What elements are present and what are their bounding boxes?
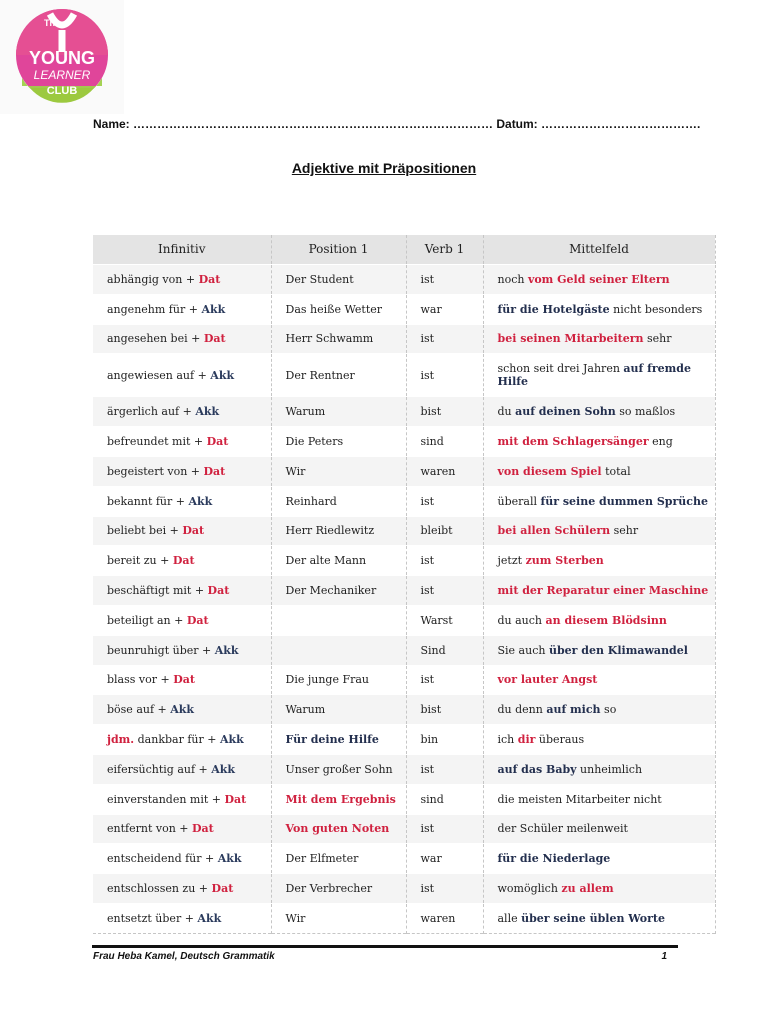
- cell-segment: Der Mechaniker: [285, 584, 377, 598]
- cell-mittelfeld: [483, 754, 715, 784]
- table-row: [93, 456, 715, 486]
- cell-segment: Herr Schwamm: [285, 332, 374, 346]
- cell-segment: Dat: [207, 584, 230, 598]
- cell-segment: für die Niederlage: [497, 852, 611, 866]
- page-title-text: Adjektive mit Präpositionen: [291, 160, 477, 176]
- footer: [93, 951, 673, 962]
- table-row: [93, 265, 715, 295]
- cell-segment: mit der Reparatur einer Maschine: [497, 584, 709, 598]
- cell-position-1: [271, 576, 406, 606]
- cell-segment: du denn: [497, 703, 547, 717]
- table-row: [93, 397, 715, 427]
- cell-position-1: [271, 695, 406, 725]
- page-title: [0, 160, 768, 176]
- cell-segment: Wir: [285, 911, 306, 925]
- cell-infinitiv: [93, 294, 271, 324]
- table-body: [93, 265, 715, 934]
- cell-infinitiv: [93, 605, 271, 635]
- cell-segment: vom Geld seiner Eltern: [527, 272, 670, 286]
- cell-position-1: [271, 354, 406, 397]
- cell-segment: Der Elfmeter: [285, 852, 359, 866]
- table-row: [93, 354, 715, 397]
- cell-infinitiv: [93, 456, 271, 486]
- cell-mittelfeld: [483, 665, 715, 695]
- cell-segment: beliebt bei +: [107, 524, 183, 538]
- cell-segment: angewiesen auf +: [107, 368, 211, 382]
- table-row: [93, 874, 715, 904]
- cell-segment: Akk: [217, 852, 242, 866]
- cell-segment: Akk: [188, 494, 213, 508]
- cell-segment: Akk: [195, 405, 220, 419]
- table-header-row: [93, 235, 715, 265]
- cell-position-1: [271, 516, 406, 546]
- cell-verb-1: ist: [406, 486, 483, 516]
- cell-mittelfeld: [483, 814, 715, 844]
- table-row: [93, 576, 715, 606]
- cell-infinitiv: [93, 516, 271, 546]
- cell-segment: ich: [497, 733, 518, 747]
- cell-mittelfeld: [483, 324, 715, 354]
- table-row: [93, 294, 715, 324]
- cell-segment: über seine üblen Worte: [521, 911, 665, 925]
- cell-segment: Wir: [285, 464, 306, 478]
- table-row: [93, 754, 715, 784]
- table-row: [93, 427, 715, 457]
- cell-segment: Akk: [210, 368, 235, 382]
- cell-segment: bekannt für +: [107, 494, 189, 508]
- cell-segment: Mit dem Ergebnis: [285, 792, 396, 806]
- cell-infinitiv: [93, 695, 271, 725]
- cell-segment: Warum: [285, 703, 326, 717]
- cell-segment: so: [600, 703, 617, 717]
- cell-infinitiv: [93, 354, 271, 397]
- cell-segment: abhängig von +: [107, 272, 199, 286]
- cell-segment: Akk: [214, 643, 239, 657]
- cell-segment: Dat: [198, 272, 221, 286]
- cell-segment: auf mich: [546, 703, 601, 717]
- cell-verb-1: ist: [406, 546, 483, 576]
- cell-position-1: [271, 844, 406, 874]
- cell-segment: vor lauter Angst: [497, 673, 598, 687]
- cell-segment: von diesem Spiel: [497, 464, 602, 478]
- cell-infinitiv: [93, 754, 271, 784]
- cell-mittelfeld: [483, 397, 715, 427]
- logo-learner: LEARNER: [33, 68, 91, 82]
- cell-verb-1: war: [406, 294, 483, 324]
- cell-segment: Herr Riedlewitz: [285, 524, 375, 538]
- cell-segment: Dat: [203, 464, 226, 478]
- cell-segment: für seine dummen Sprüche: [540, 494, 708, 508]
- cell-infinitiv: [93, 427, 271, 457]
- cell-segment: du: [497, 405, 516, 419]
- cell-infinitiv: [93, 546, 271, 576]
- cell-segment: eng: [648, 435, 673, 449]
- cell-position-1: [271, 635, 406, 665]
- cell-segment: die meisten Mitarbeiter nicht: [497, 792, 662, 806]
- table-row: [93, 635, 715, 665]
- cell-segment: sehr: [643, 332, 672, 346]
- cell-verb-1: ist: [406, 814, 483, 844]
- cell-verb-1: sind: [406, 784, 483, 814]
- cell-verb-1: waren: [406, 456, 483, 486]
- cell-segment: schon seit drei Jahren: [497, 362, 624, 376]
- header-infinitiv: Infinitiv: [93, 235, 271, 265]
- cell-mittelfeld: [483, 265, 715, 295]
- cell-segment: der Schüler meilenweit: [497, 822, 628, 836]
- cell-position-1: [271, 784, 406, 814]
- cell-segment: bei seinen Mitarbeitern: [497, 332, 644, 346]
- table-row: [93, 324, 715, 354]
- cell-segment: du auch: [497, 613, 546, 627]
- logo-young: YOUNG: [28, 48, 96, 68]
- table-row: [93, 486, 715, 516]
- cell-segment: Dat: [173, 673, 195, 687]
- cell-verb-1: ist: [406, 874, 483, 904]
- cell-segment: Dat: [192, 822, 214, 836]
- cell-verb-1: ist: [406, 354, 483, 397]
- cell-segment: an diesem Blödsinn: [545, 613, 667, 627]
- cell-position-1: [271, 294, 406, 324]
- cell-segment: über den Klimawandel: [548, 643, 688, 657]
- cell-segment: Der Rentner: [285, 368, 355, 382]
- cell-segment: Akk: [170, 703, 195, 717]
- cell-segment: angenehm für +: [107, 302, 202, 316]
- cell-mittelfeld: [483, 725, 715, 755]
- cell-segment: Die Peters: [285, 435, 344, 449]
- cell-position-1: [271, 665, 406, 695]
- cell-infinitiv: [93, 486, 271, 516]
- cell-infinitiv: [93, 576, 271, 606]
- page-number: 1: [661, 951, 667, 962]
- cell-position-1: [271, 265, 406, 295]
- cell-verb-1: ist: [406, 754, 483, 784]
- cell-verb-1: ist: [406, 576, 483, 606]
- logo: [0, 0, 124, 114]
- cell-position-1: [271, 427, 406, 457]
- cell-segment: entschlossen zu +: [107, 882, 212, 896]
- cell-segment: Der alte Mann: [285, 554, 367, 568]
- cell-segment: Akk: [211, 762, 236, 776]
- cell-mittelfeld: [483, 576, 715, 606]
- table-row: [93, 814, 715, 844]
- cell-segment: Akk: [219, 733, 244, 747]
- cell-segment: blass vor +: [107, 673, 174, 687]
- cell-verb-1: Warst: [406, 605, 483, 635]
- cell-infinitiv: [93, 665, 271, 695]
- cell-segment: beschäftigt mit +: [107, 584, 208, 598]
- cell-segment: Für deine Hilfe: [285, 733, 379, 747]
- cell-mittelfeld: [483, 844, 715, 874]
- cell-infinitiv: [93, 784, 271, 814]
- cell-segment: bei allen Schülern: [497, 524, 611, 538]
- footer-author: Frau Heba Kamel, Deutsch Grammatik: [93, 951, 275, 962]
- cell-segment: so maßlos: [615, 405, 676, 419]
- cell-infinitiv: [93, 265, 271, 295]
- cell-segment: dir: [517, 733, 536, 747]
- cell-verb-1: bin: [406, 725, 483, 755]
- cell-segment: auf fremde Hilfe: [497, 362, 691, 389]
- cell-segment: Dat: [182, 524, 205, 538]
- cell-mittelfeld: [483, 635, 715, 665]
- cell-segment: überall: [497, 494, 541, 508]
- cell-mittelfeld: [483, 516, 715, 546]
- footer-divider: [92, 945, 678, 948]
- cell-infinitiv: [93, 844, 271, 874]
- young-learner-club-logo: [0, 0, 124, 114]
- header-verb-1: Verb 1: [406, 235, 483, 265]
- cell-segment: noch: [497, 272, 528, 286]
- cell-segment: entsetzt über +: [107, 911, 198, 925]
- cell-segment: unheimlich: [576, 762, 643, 776]
- cell-segment: Sie auch: [497, 643, 549, 657]
- cell-segment: befreundet mit +: [107, 435, 207, 449]
- cell-segment: böse auf +: [107, 703, 171, 717]
- table-row: [93, 844, 715, 874]
- cell-verb-1: war: [406, 844, 483, 874]
- cell-segment: Die junge Frau: [285, 673, 370, 687]
- cell-mittelfeld: [483, 294, 715, 324]
- cell-mittelfeld: [483, 874, 715, 904]
- cell-mittelfeld: [483, 784, 715, 814]
- logo-club: CLUB: [46, 85, 78, 97]
- cell-infinitiv: [93, 874, 271, 904]
- cell-segment: Dat: [224, 792, 247, 806]
- cell-infinitiv: [93, 725, 271, 755]
- table-row: [93, 516, 715, 546]
- table-row: [93, 605, 715, 635]
- cell-segment: entscheidend für +: [107, 852, 218, 866]
- cell-infinitiv: [93, 635, 271, 665]
- cell-segment: für die Hotelgäste: [497, 302, 610, 316]
- cell-verb-1: waren: [406, 903, 483, 933]
- cell-segment: entfernt von +: [107, 822, 192, 836]
- cell-segment: dankbar für +: [134, 733, 220, 747]
- table-row: [93, 546, 715, 576]
- cell-segment: auf deinen Sohn: [515, 405, 616, 419]
- cell-segment: jetzt: [497, 554, 526, 568]
- table-row: [93, 695, 715, 725]
- cell-segment: zu allem: [561, 882, 614, 896]
- cell-position-1: [271, 903, 406, 933]
- cell-segment: Der Verbrecher: [285, 882, 373, 896]
- cell-segment: begeistert von +: [107, 464, 204, 478]
- cell-segment: Akk: [197, 911, 222, 925]
- cell-verb-1: Sind: [406, 635, 483, 665]
- cell-segment: jdm.: [107, 733, 135, 747]
- cell-segment: Unser großer Sohn: [285, 762, 393, 776]
- cell-segment: eifersüchtig auf +: [107, 762, 212, 776]
- cell-segment: einverstanden mit +: [107, 792, 225, 806]
- cell-segment: angesehen bei +: [107, 332, 204, 346]
- cell-segment: alle: [497, 911, 522, 925]
- cell-segment: überaus: [535, 733, 585, 747]
- table-row: [93, 784, 715, 814]
- cell-mittelfeld: [483, 546, 715, 576]
- cell-infinitiv: [93, 814, 271, 844]
- cell-segment: Dat: [172, 554, 195, 568]
- cell-segment: beteiligt an +: [107, 613, 187, 627]
- cell-mittelfeld: [483, 695, 715, 725]
- table-row: [93, 665, 715, 695]
- header-position-1: Position 1: [271, 235, 406, 265]
- cell-segment: bereit zu +: [107, 554, 173, 568]
- cell-verb-1: bist: [406, 695, 483, 725]
- name-date-line: Name: ……………………………………………………………………………… Datum: ………………………………….: [93, 117, 701, 131]
- cell-mittelfeld: [483, 605, 715, 635]
- cell-segment: Dat: [186, 613, 209, 627]
- cell-mittelfeld: [483, 903, 715, 933]
- cell-segment: Dat: [211, 882, 234, 896]
- cell-segment: zum Sterben: [525, 554, 604, 568]
- cell-position-1: [271, 324, 406, 354]
- logo-the: The: [44, 18, 61, 28]
- cell-verb-1: ist: [406, 665, 483, 695]
- cell-segment: sehr: [610, 524, 639, 538]
- cell-mittelfeld: [483, 427, 715, 457]
- cell-segment: Reinhard: [285, 494, 337, 508]
- cell-segment: Von guten Noten: [285, 822, 390, 836]
- cell-position-1: [271, 874, 406, 904]
- cell-segment: womöglich: [497, 882, 562, 896]
- header-mittelfeld: Mittelfeld: [483, 235, 715, 265]
- table-row: [93, 725, 715, 755]
- cell-mittelfeld: [483, 456, 715, 486]
- cell-verb-1: ist: [406, 324, 483, 354]
- cell-infinitiv: [93, 903, 271, 933]
- cell-position-1: [271, 486, 406, 516]
- cell-verb-1: bleibt: [406, 516, 483, 546]
- cell-segment: mit dem Schlagersänger: [497, 435, 649, 449]
- cell-infinitiv: [93, 397, 271, 427]
- cell-segment: Dat: [203, 332, 226, 346]
- cell-segment: Der Student: [285, 272, 354, 286]
- cell-position-1: [271, 814, 406, 844]
- cell-segment: Warum: [285, 405, 326, 419]
- cell-mittelfeld: [483, 354, 715, 397]
- cell-segment: auf das Baby: [497, 762, 577, 776]
- cell-segment: Akk: [201, 302, 226, 316]
- cell-verb-1: ist: [406, 265, 483, 295]
- cell-segment: Dat: [206, 435, 229, 449]
- cell-segment: total: [601, 464, 631, 478]
- cell-position-1: [271, 456, 406, 486]
- cell-infinitiv: [93, 324, 271, 354]
- cell-verb-1: bist: [406, 397, 483, 427]
- cell-position-1: [271, 725, 406, 755]
- cell-segment: beunruhigt über +: [107, 643, 215, 657]
- cell-position-1: [271, 397, 406, 427]
- cell-segment: nicht besonders: [609, 302, 703, 316]
- grammar-table: [93, 235, 716, 934]
- cell-position-1: [271, 754, 406, 784]
- cell-position-1: [271, 605, 406, 635]
- cell-segment: ärgerlich auf +: [107, 405, 196, 419]
- table-row: [93, 903, 715, 933]
- cell-verb-1: sind: [406, 427, 483, 457]
- cell-mittelfeld: [483, 486, 715, 516]
- cell-position-1: [271, 546, 406, 576]
- cell-segment: Das heiße Wetter: [285, 302, 383, 316]
